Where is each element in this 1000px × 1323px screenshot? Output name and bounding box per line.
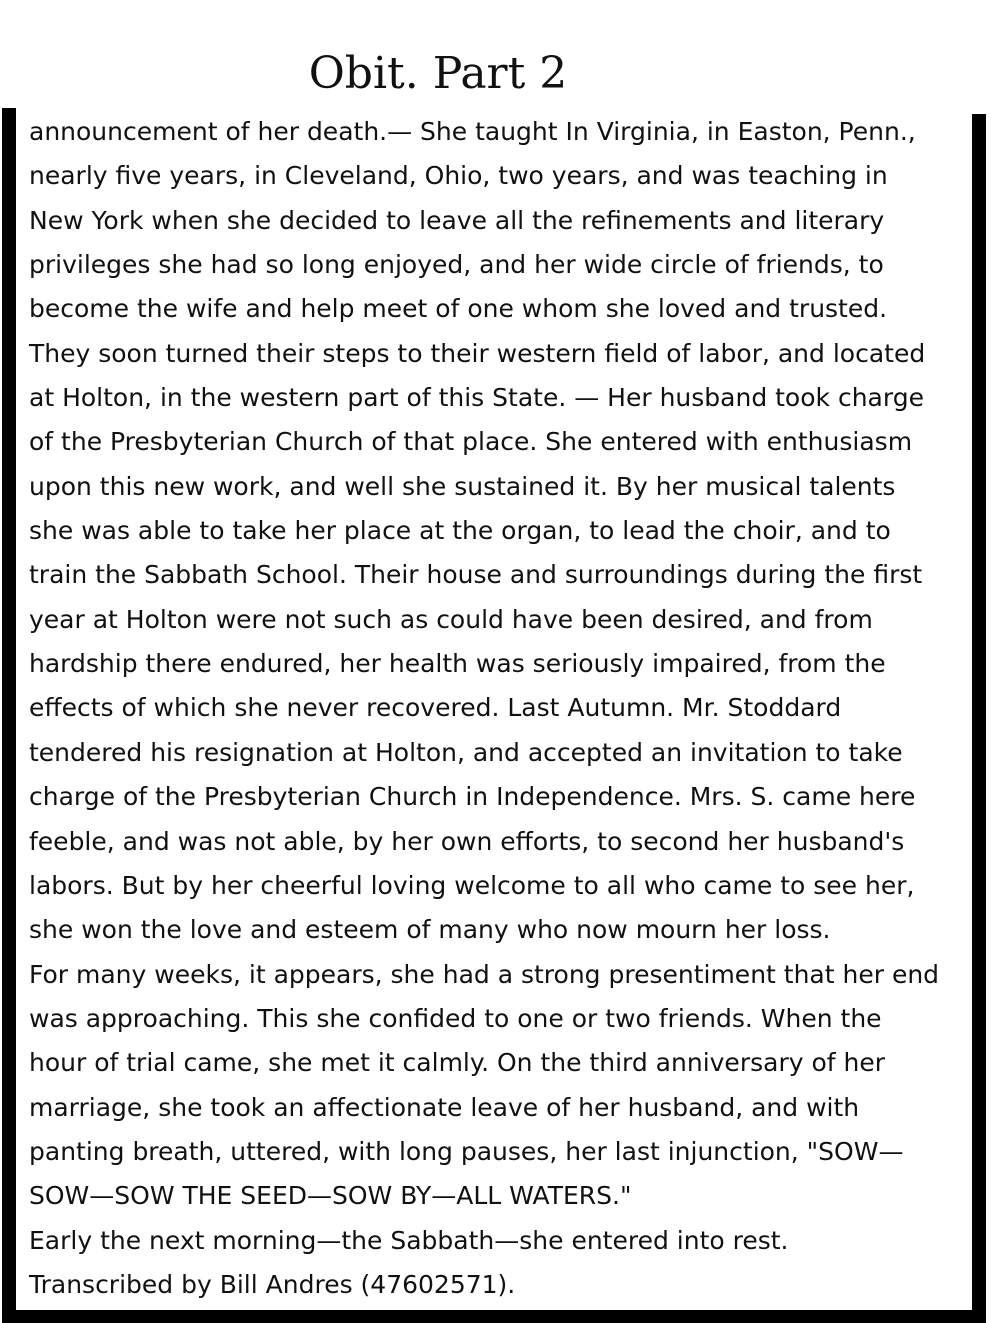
text-line: SOW—SOW THE SEED—SOW BY—ALL WATERS."	[29, 1181, 632, 1211]
text-line: hardship there endured, her health was seriously impaired, from the	[29, 649, 886, 679]
text-line: year at Holton were not such as could have been desired, and from	[29, 604, 873, 634]
text-line: tendered his resignation at Holton, and accepted an invitation to take	[29, 737, 903, 767]
text-line: New York when she decided to leave all the refinements and literary	[29, 205, 885, 235]
text-line: was approaching. This she confided to one or two friends. When the	[29, 1003, 882, 1033]
text-line: she won the love and esteem of many who now mourn her loss.	[29, 915, 831, 945]
obituary-text	[29, 110, 979, 1307]
text-line: marriage, she took an affectionate leave of her husband, and with	[29, 1092, 860, 1122]
transcriber-credit: Transcribed by Bill Andres (47602571).	[29, 1269, 516, 1299]
text-line: at Holton, in the western part of this State. — Her husband took charge	[29, 383, 924, 413]
frame-bottom-border	[2, 1310, 986, 1323]
text-line: hour of trial came, she met it calmly. On the third anniversary of her	[29, 1048, 886, 1078]
text-line: They soon turned their steps to their western field of labor, and located	[29, 338, 926, 368]
text-line: privileges she had so long enjoyed, and her wide circle of friends, to	[29, 250, 884, 280]
page-title: Obit. Part 2	[308, 48, 568, 99]
text-line: train the Sabbath School. Their house and surroundings during the first	[29, 560, 923, 590]
text-line: panting breath, uttered, with long pauses, her last injunction, "SOW—	[29, 1136, 904, 1166]
text-line: of the Presbyterian Church of that place. She entered with enthusiasm	[29, 427, 913, 457]
text-line: become the wife and help meet of one whom she loved and trusted.	[29, 294, 888, 324]
frame-left-border	[2, 108, 16, 1323]
text-line: effects of which she never recovered. Last Autumn. Mr. Stoddard	[29, 693, 842, 723]
text-line: upon this new work, and well she sustained it. By her musical talents	[29, 471, 896, 501]
text-line: nearly five years, in Cleveland, Ohio, two years, and was teaching in	[29, 161, 888, 191]
text-line: she was able to take her place at the organ, to lead the choir, and to	[29, 516, 891, 546]
text-line: charge of the Presbyterian Church in Independence. Mrs. S. came here	[29, 782, 916, 812]
text-line: For many weeks, it appears, she had a strong presentiment that her end	[29, 959, 940, 989]
text-line: announcement of her death.— She taught In Virginia, in Easton, Penn.,	[29, 117, 916, 146]
text-line: labors. But by her cheerful loving welcome to all who came to see her,	[29, 870, 915, 900]
text-line: feeble, and was not able, by her own efforts, to second her husband's	[29, 826, 905, 856]
text-line: Early the next morning—the Sabbath—she entered into rest.	[29, 1225, 789, 1255]
